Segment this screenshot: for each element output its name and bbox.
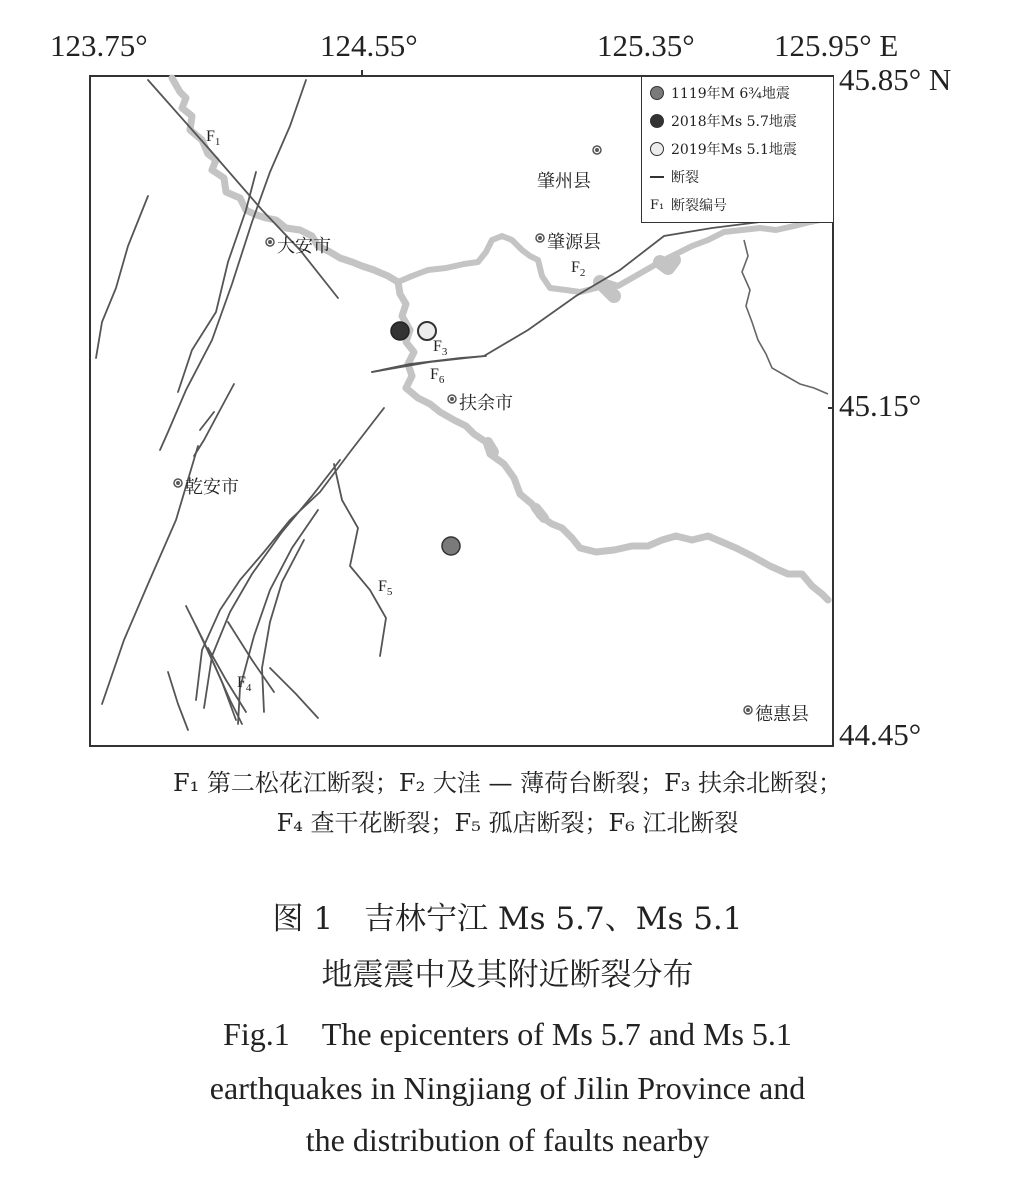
place-zhaoyuan: 肇源县 xyxy=(547,232,601,253)
fault-label-f3: $F_3$ xyxy=(433,338,448,359)
lon-label-124-55: 124.55° xyxy=(320,28,418,63)
legend-label: 断裂 xyxy=(671,170,699,186)
place-dehui: 德惠县 xyxy=(755,704,809,725)
figure-title-en-line-2: earthquakes in Ningjiang of Jilin Province and xyxy=(209,1070,806,1106)
fault-f5 xyxy=(334,464,386,656)
legend-fault-id-icon: F₁ xyxy=(650,197,665,213)
legend-label: 断裂编号 xyxy=(671,198,727,214)
legend-circle-icon xyxy=(650,114,664,128)
figure-title-cn-line-1: 图 1 吉林宁江 Ms 5.7、Ms 5.1 xyxy=(272,901,743,937)
epicenter-2018 xyxy=(391,322,409,340)
stream-right xyxy=(742,240,828,394)
figure-title-cn-line-2: 地震震中及其附近断裂分布 xyxy=(321,957,694,993)
lat-label-44-45: 44.45° xyxy=(839,717,922,752)
legend-circle-icon xyxy=(650,86,664,100)
legend-item-fault xyxy=(650,167,699,187)
legend-item-1119 xyxy=(650,83,790,103)
place-fuyu: 扶余市 xyxy=(459,393,513,414)
lon-label-123-75: 123.75° xyxy=(50,28,148,63)
fault-label-f2: $F_2$ xyxy=(571,259,586,280)
fault-label-f1: $F_1$ xyxy=(206,128,221,149)
lon-label-125-95: 125.95° E xyxy=(774,28,899,63)
legend xyxy=(641,76,834,223)
legend-label: 2019年Ms 5.1地震 xyxy=(671,142,797,158)
legend-line-icon xyxy=(650,176,664,179)
fault-f1 xyxy=(148,80,338,298)
lon-label-125-35: 125.35° xyxy=(597,28,695,63)
legend-label: 2018年Ms 5.7地震 xyxy=(671,114,797,130)
legend-item-fault-id xyxy=(650,195,727,215)
lat-label-45-15: 45.15° xyxy=(839,388,922,423)
legend-circle-icon xyxy=(650,142,664,156)
fault-caption-line-1: F₁ 第二松花江断裂；F₂ 大洼 — 薄荷台断裂；F₃ 扶余北断裂； xyxy=(173,769,842,797)
fault-label-f4: $F_4$ xyxy=(237,674,252,695)
place-daan: 大安市 xyxy=(277,236,331,257)
legend-item-2018 xyxy=(650,111,797,131)
place-zhaozhou: 肇州县 xyxy=(537,171,591,192)
fault-caption-line-2: F₄ 查干花断裂；F₅ 孤店断裂；F₆ 江北断裂 xyxy=(276,809,739,837)
figure-title-en-line-1: Fig.1 The epicenters of Ms 5.7 and Ms 5.1 xyxy=(223,1016,792,1052)
legend-item-2019 xyxy=(650,139,797,159)
place-qianan: 乾安市 xyxy=(185,477,239,498)
fault-label-f6: $F_6$ xyxy=(430,366,445,387)
fault-label-f5: $F_5$ xyxy=(378,578,393,599)
lat-label-45-85: 45.85° N xyxy=(839,62,952,97)
legend-label: 1119年M 6¾地震 xyxy=(671,86,790,102)
city-markers xyxy=(174,146,752,714)
figure-title-en-line-3: the distribution of faults nearby xyxy=(305,1122,710,1158)
epicenter-1119 xyxy=(442,537,460,555)
